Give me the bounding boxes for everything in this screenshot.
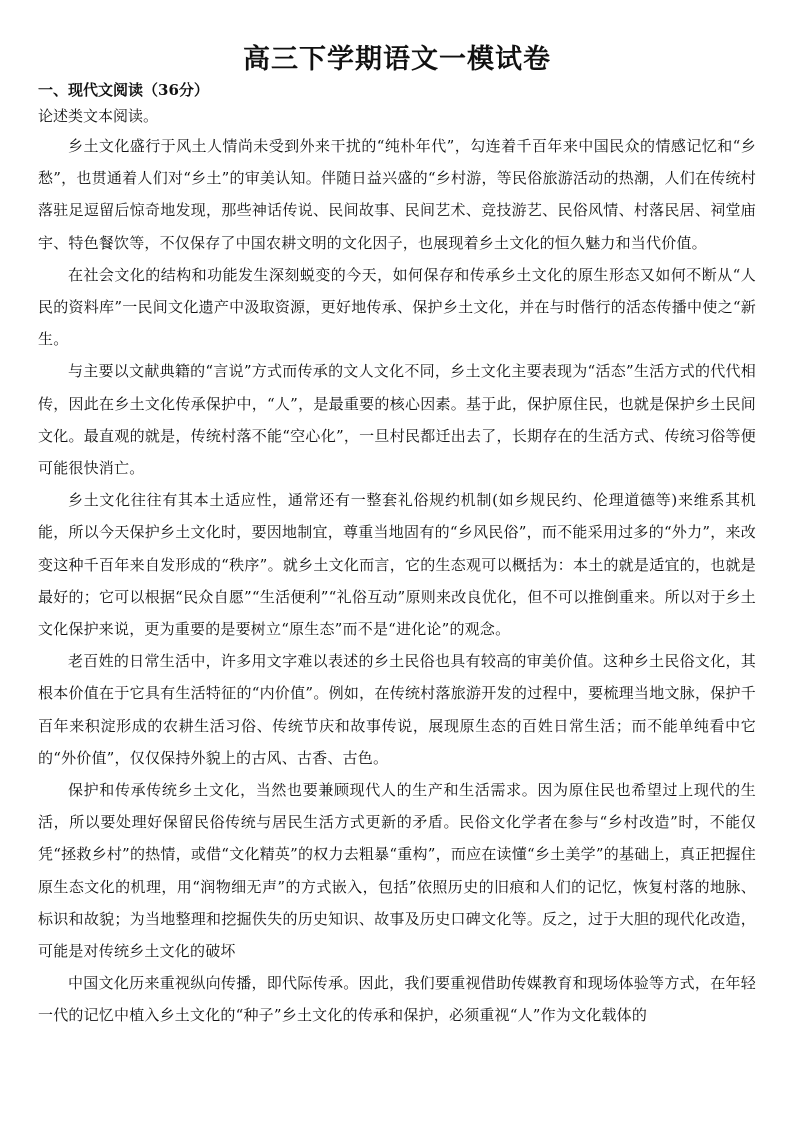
page-title: 高三下学期语文一模试卷 bbox=[243, 44, 551, 75]
paragraph: 在社会文化的结构和功能发生深刻蜕变的今天，如何保存和传承乡土文化的原生形态又如何不断从“人民的资料库”一民间文化遗产中汲取资源，更好地传承、保护乡土文化，并在与时偕行的活态传播中使之“新生。 bbox=[38, 265, 756, 349]
paragraph: 老百姓的日常生活中，许多用文字难以表述的乡土民俗也具有较高的审美价值。这种乡土民俗文化，其根本价值在于它具有生活特征的“内价值”。例如，在传统村落旅游开发的过程中，要梳理当地文脉，保护千百年来积淀形成的农耕生活习俗、传统节庆和故事传说，展现原生态的百姓日常生活；而不能单纯看中它的“外价值”，仅仅保持外貌上的古风、古香、古色。 bbox=[38, 652, 756, 767]
paragraph: 与主要以文献典籍的“言说”方式而传承的文人文化不同，乡土文化主要表现为“活态”生活方式的代代相传，因此在乡土文化传承保护中，“人”，是最重要的核心因素。基于此，保护原住民，也就是保护乡土民间文化。最直观的就是，传统村落不能“空心化”，一旦村民都迁出去了，长期存在的生活方式、传统习俗等便可能很快消亡。 bbox=[38, 362, 756, 478]
paragraph: 中国文化历来重视纵向传播，即代际传承。因此，我们要重视借助传媒教育和现场体验等方式，在年轻一代的记忆中植入乡土文化的“种子”乡土文化的传承和保护，必须重视“人”作为文化载体的 bbox=[38, 974, 756, 1025]
passage-body bbox=[38, 130, 756, 1032]
paragraph: 乡土文化盛行于风土人情尚未受到外来干扰的“纯朴年代”，勾连着千百年来中国民众的情感记忆和“乡愁”，也贯通着人们对“乡土”的审美认知。伴随日益兴盛的“乡村游，等民俗旅游活动的热潮，人们在传统村落驻足逗留后惊奇地发现，那些神话传说、民间故事、民间艺术、竞技游艺、民俗风情、村落民居、祠堂庙宇、特色餐饮等，不仅保存了中国农耕文明的文化因子，也展现着乡土文化的恒久魅力和当代价值。 bbox=[38, 137, 756, 252]
paragraph: 保护和传承传统乡土文化，当然也要兼顾现代人的生产和生活需求。因为原住民也希望过上现代的生活，所以要处理好保留民俗传统与居民生活方式更新的矛盾。民俗文化学者在参与“乡村改造”时，不能仅凭“拯救乡村”的热情，或借“文化精英”的权力去粗暴“重构”，而应在读懂“乡土美学”的基础上，真正把握住原生态文化的机理，用“润物细无声”的方式嵌入，包括”依照历史的旧痕和人们的记忆，恢复村落的地脉、标识和故貌；为当地整理和挖掘佚失的历史知识、故事及历史口碑文化等。反之，过于大胆的现代化改造，可能是对传统乡土文化的破坏 bbox=[38, 781, 756, 961]
paragraph: 乡土文化往往有其本土适应性，通常还有一整套礼俗规约机制(如乡规民约、伦理道德等)来维系其机能，所以今天保护乡土文化时，要因地制宜，尊重当地固有的“乡风民俗”，而不能采用过多的“外力”，来改变这种千百年来自发形成的“秩序”。就乡土文化而言，它的生态观可以概括为：本土的就是适宜的，也就是最好的；它可以根据“民众自愿”“生活便利”“礼俗互动”原则来改良优化，但不可以推倒重来。所以对于乡土文化保护来说，更为重要的是要树立“原生态”而不是“进化论”的观念。 bbox=[38, 491, 756, 639]
passage-type-label: 论述类文本阅读。 bbox=[38, 107, 159, 125]
section-heading: 一、现代文阅读（36分） bbox=[38, 81, 209, 99]
